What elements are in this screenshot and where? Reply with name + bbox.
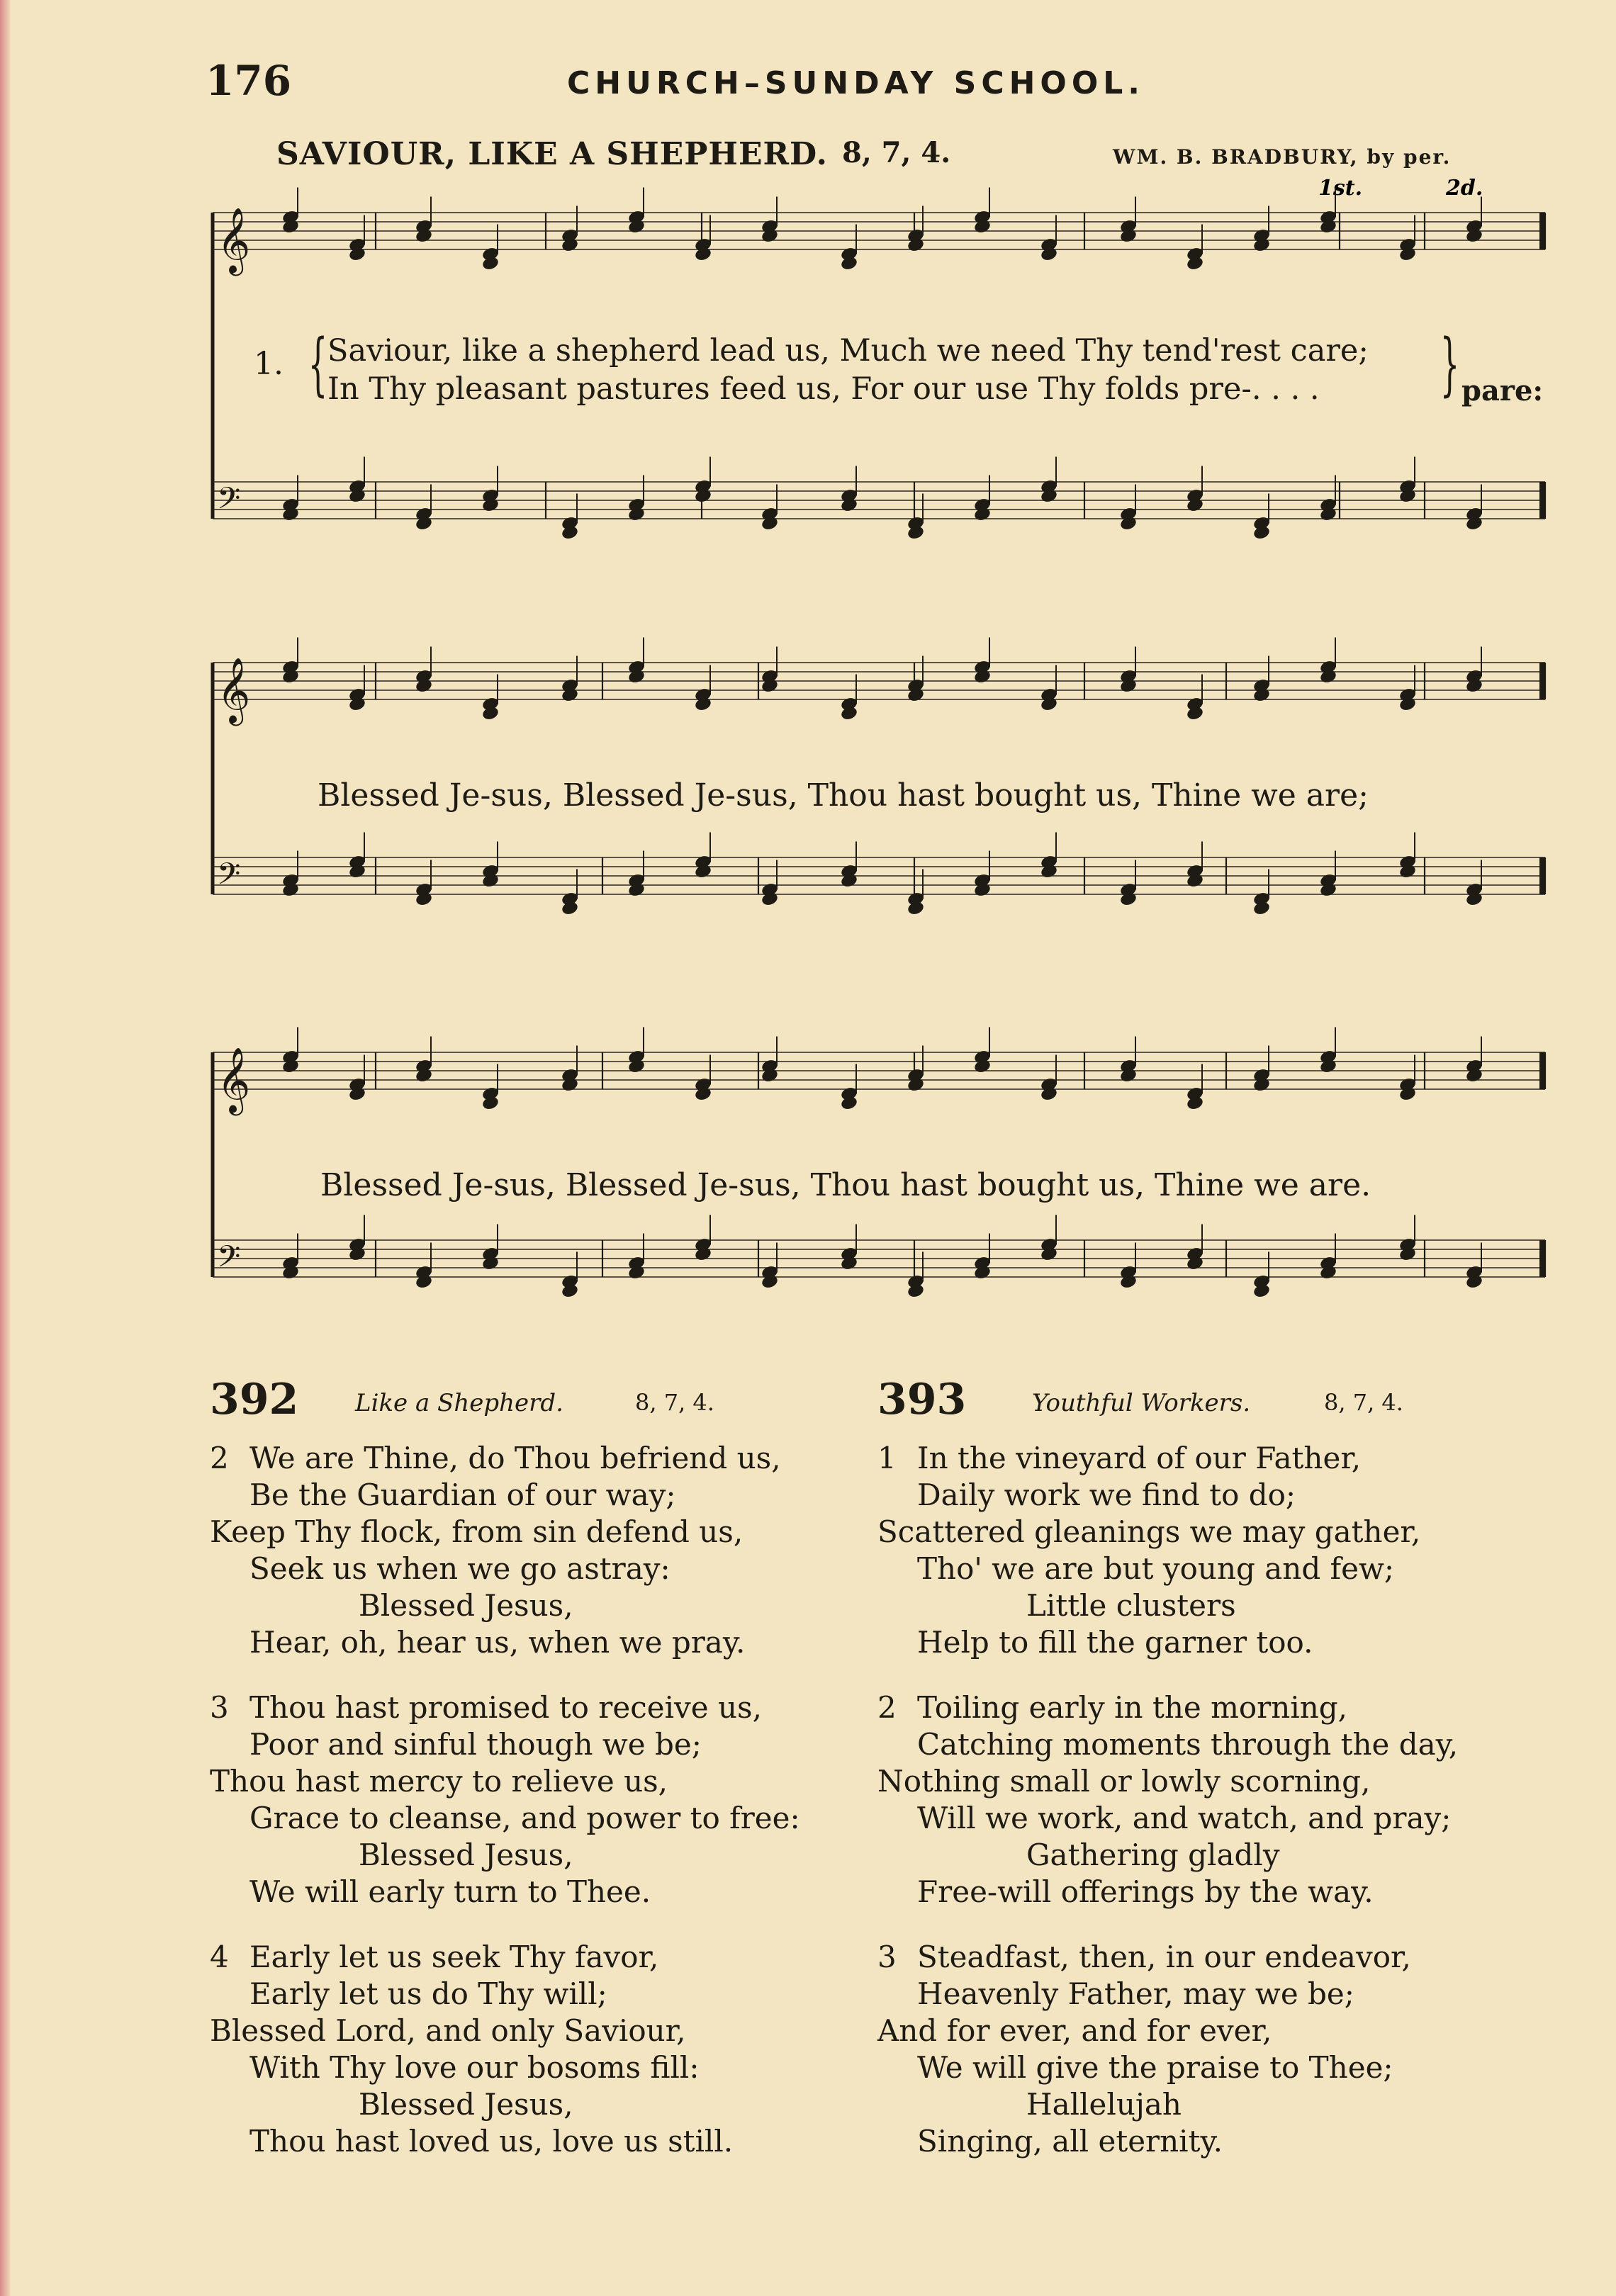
stanza-line [877,1551,1530,1587]
stanza-line-text: Heavenly Father, may we be; [917,1976,1354,2011]
stanza-line-text: We will early turn to Thee. [249,1874,651,1909]
stanza [210,1689,862,1910]
hymn-393 [877,1375,1530,2160]
verse-line-1: Saviour, like a shepherd lead us, Much we need Thy tend'rest care; [327,333,1369,368]
stanza-line-text: Help to fill the garner too. [917,1625,1313,1660]
treble-clef-icon: 𝄞 [217,657,251,723]
hymn-number: 393 [877,1375,967,1424]
stanza-line [877,2086,1530,2123]
treble-clef-icon: 𝄞 [217,1047,251,1113]
stanza-line-text: Singing, all eternity. [917,2124,1223,2159]
final-barline [1539,1240,1544,1277]
stanza-line [210,1514,862,1551]
stanza-line-text: Hallelujah [1026,2087,1182,2122]
final-barline [1539,482,1544,519]
second-ending-label: 2d. [1446,176,1483,201]
stanza-line-text: Thou hast loved us, love us still. [249,2124,734,2159]
hymn-meter: 8, 7, 4. [842,136,951,169]
hymn-title: SAVIOUR, LIKE A SHEPHERD. [276,136,828,172]
stanza-line-text: Tho' we are but young and few; [917,1551,1395,1586]
stanza-line [877,1763,1530,1800]
stanza-line [210,1551,862,1587]
hymn-tune-title: Youthful Workers. [1032,1389,1251,1417]
page-header [206,57,1552,113]
stanza-line-text: Keep Thy flock, from sin defend us, [210,1514,744,1549]
stanza-line [877,1587,1530,1624]
stanza-line-text: Free-will offerings by the way. [917,1874,1374,1909]
right-brace: } [1440,325,1460,404]
stanza-line-text: Early let us do Thy will; [249,1976,607,2011]
hymn-392 [210,1375,862,2160]
stanza-line-text: Grace to cleanse, and power to free: [249,1801,800,1835]
stanza-line [210,1837,862,1874]
running-title: CHURCH–SUNDAY SCHOOL. [567,65,1145,101]
stanza-line-text: With Thy love our bosoms fill: [249,2050,700,2085]
bass-clef-icon: 𝄢 [217,481,241,524]
stanza-line-text: Steadfast, then, in our endeavor, [917,1940,1411,1974]
stanza-line [877,1624,1530,1661]
stanza-line [210,1939,862,1976]
stanza-line-text: Catching moments through the day, [917,1727,1459,1762]
stanza-line [877,2123,1530,2160]
stanza [210,1440,862,1661]
stanza-line [877,1800,1530,1837]
stanza-line [210,2013,862,2049]
stanza-line [210,1624,862,1661]
hymn-tune-title: Like a Shepherd. [355,1389,563,1417]
stanza-line-text: We will give the praise to Thee; [917,2050,1393,2085]
hymn-number: 392 [210,1375,299,1424]
stanza-line [210,2049,862,2086]
stanza-line-text: We are Thine, do Thou befriend us, [249,1441,781,1475]
stanza-line [877,2049,1530,2086]
verse-line-2: In Thy pleasant pastures feed us, For our use Thy folds pre-. . . . [327,371,1320,407]
stanza-number: 3 [877,1940,897,1974]
treble-clef-icon: 𝄞 [217,207,251,273]
bass-clef-icon: 𝄢 [217,1239,241,1282]
stanza-line [877,1976,1530,2013]
bass-clef-icon: 𝄢 [217,857,241,899]
stanza-line-text: Will we work, and watch, and pray; [917,1801,1452,1835]
stanza-line [877,1477,1530,1514]
stanza-line-text: Be the Guardian of our way; [249,1478,676,1512]
stanza-line-text: Scattered gleanings we may gather, [877,1514,1421,1549]
stanza-line [210,1726,862,1763]
verse-end-syllable: pare: [1461,374,1544,407]
stanza-line-text: Daily work we find to do; [917,1478,1296,1512]
final-barline [1539,857,1544,894]
stanza-line-text: Blessed Jesus, [359,1588,573,1623]
stanza-line [210,2123,862,2160]
stanza-line-text: Seek us when we go astray: [249,1551,670,1586]
stanza-line [877,1726,1530,1763]
stanza-line-text: Blessed Jesus, [359,2087,573,2122]
final-barline [1539,213,1544,249]
left-brace: { [308,325,328,404]
stanza-line-text: Gathering gladly [1026,1838,1280,1872]
final-barline [1539,1052,1544,1089]
stanza-line-text: Poor and sinful though we be; [249,1727,702,1762]
verse-number: 1. [254,346,284,382]
stanza [210,1939,862,2160]
stanza-line [210,1800,862,1837]
stanza-number: 2 [210,1441,229,1475]
stanza-line [210,2086,862,2123]
stanza-number: 3 [210,1690,229,1725]
stanza-line [210,1689,862,1726]
hymn-composer: WM. B. BRADBURY, by per. [1113,145,1452,169]
stanza-line [877,1874,1530,1910]
stanza [877,1939,1530,2160]
page-number: 176 [206,57,292,105]
stanza-line [210,1440,862,1477]
stanza-line-text: Blessed Lord, and only Saviour, [210,2013,686,2048]
hymn-meter-small: 8, 7, 4. [1324,1389,1403,1416]
stanza-line [210,1874,862,1910]
stanza-line [210,1763,862,1800]
stanza-line-text: Blessed Jesus, [359,1838,573,1872]
refrain-line-1: Blessed Je-sus, Blessed Je-sus, Thou hast bought us, Thine we are; [318,777,1369,814]
stanza-line [210,1587,862,1624]
stanza-line-text: Nothing small or lowly scorning, [877,1764,1371,1799]
stanza-line-text: In the vineyard of our Father, [917,1441,1362,1475]
stanza-line [210,1976,862,2013]
stanza [877,1689,1530,1910]
stanza-line [877,1939,1530,1976]
hymn-meter-small: 8, 7, 4. [635,1389,714,1416]
stanza-number: 1 [877,1441,897,1475]
stanza-line-text: And for ever, and for ever, [877,2013,1272,2048]
stanza-line-text: Little clusters [1026,1588,1236,1623]
stanza-line [877,1514,1530,1551]
stanza-line [210,1477,862,1514]
stanza-line-text: Thou hast mercy to relieve us, [210,1764,668,1799]
stanza-line-text: Toiling early in the morning, [917,1690,1348,1725]
first-ending-label: 1st. [1318,176,1363,201]
page-edge [0,0,10,2296]
stanza-line-text: Thou hast promised to receive us, [249,1690,762,1725]
stanza-line [877,2013,1530,2049]
stanza-line [877,1689,1530,1726]
stanza-line [877,1440,1530,1477]
stanza-line-text: Hear, oh, hear us, when we pray. [249,1625,746,1660]
stanza-line [877,1837,1530,1874]
refrain-line-2: Blessed Je-sus, Blessed Je-sus, Thou hast bought us, Thine we are. [320,1167,1371,1203]
stanza-line-text: Early let us seek Thy favor, [249,1940,659,1974]
stanza [877,1440,1530,1661]
stanza-number: 4 [210,1940,229,1974]
stanza-number: 2 [877,1690,897,1725]
final-barline [1539,663,1544,699]
